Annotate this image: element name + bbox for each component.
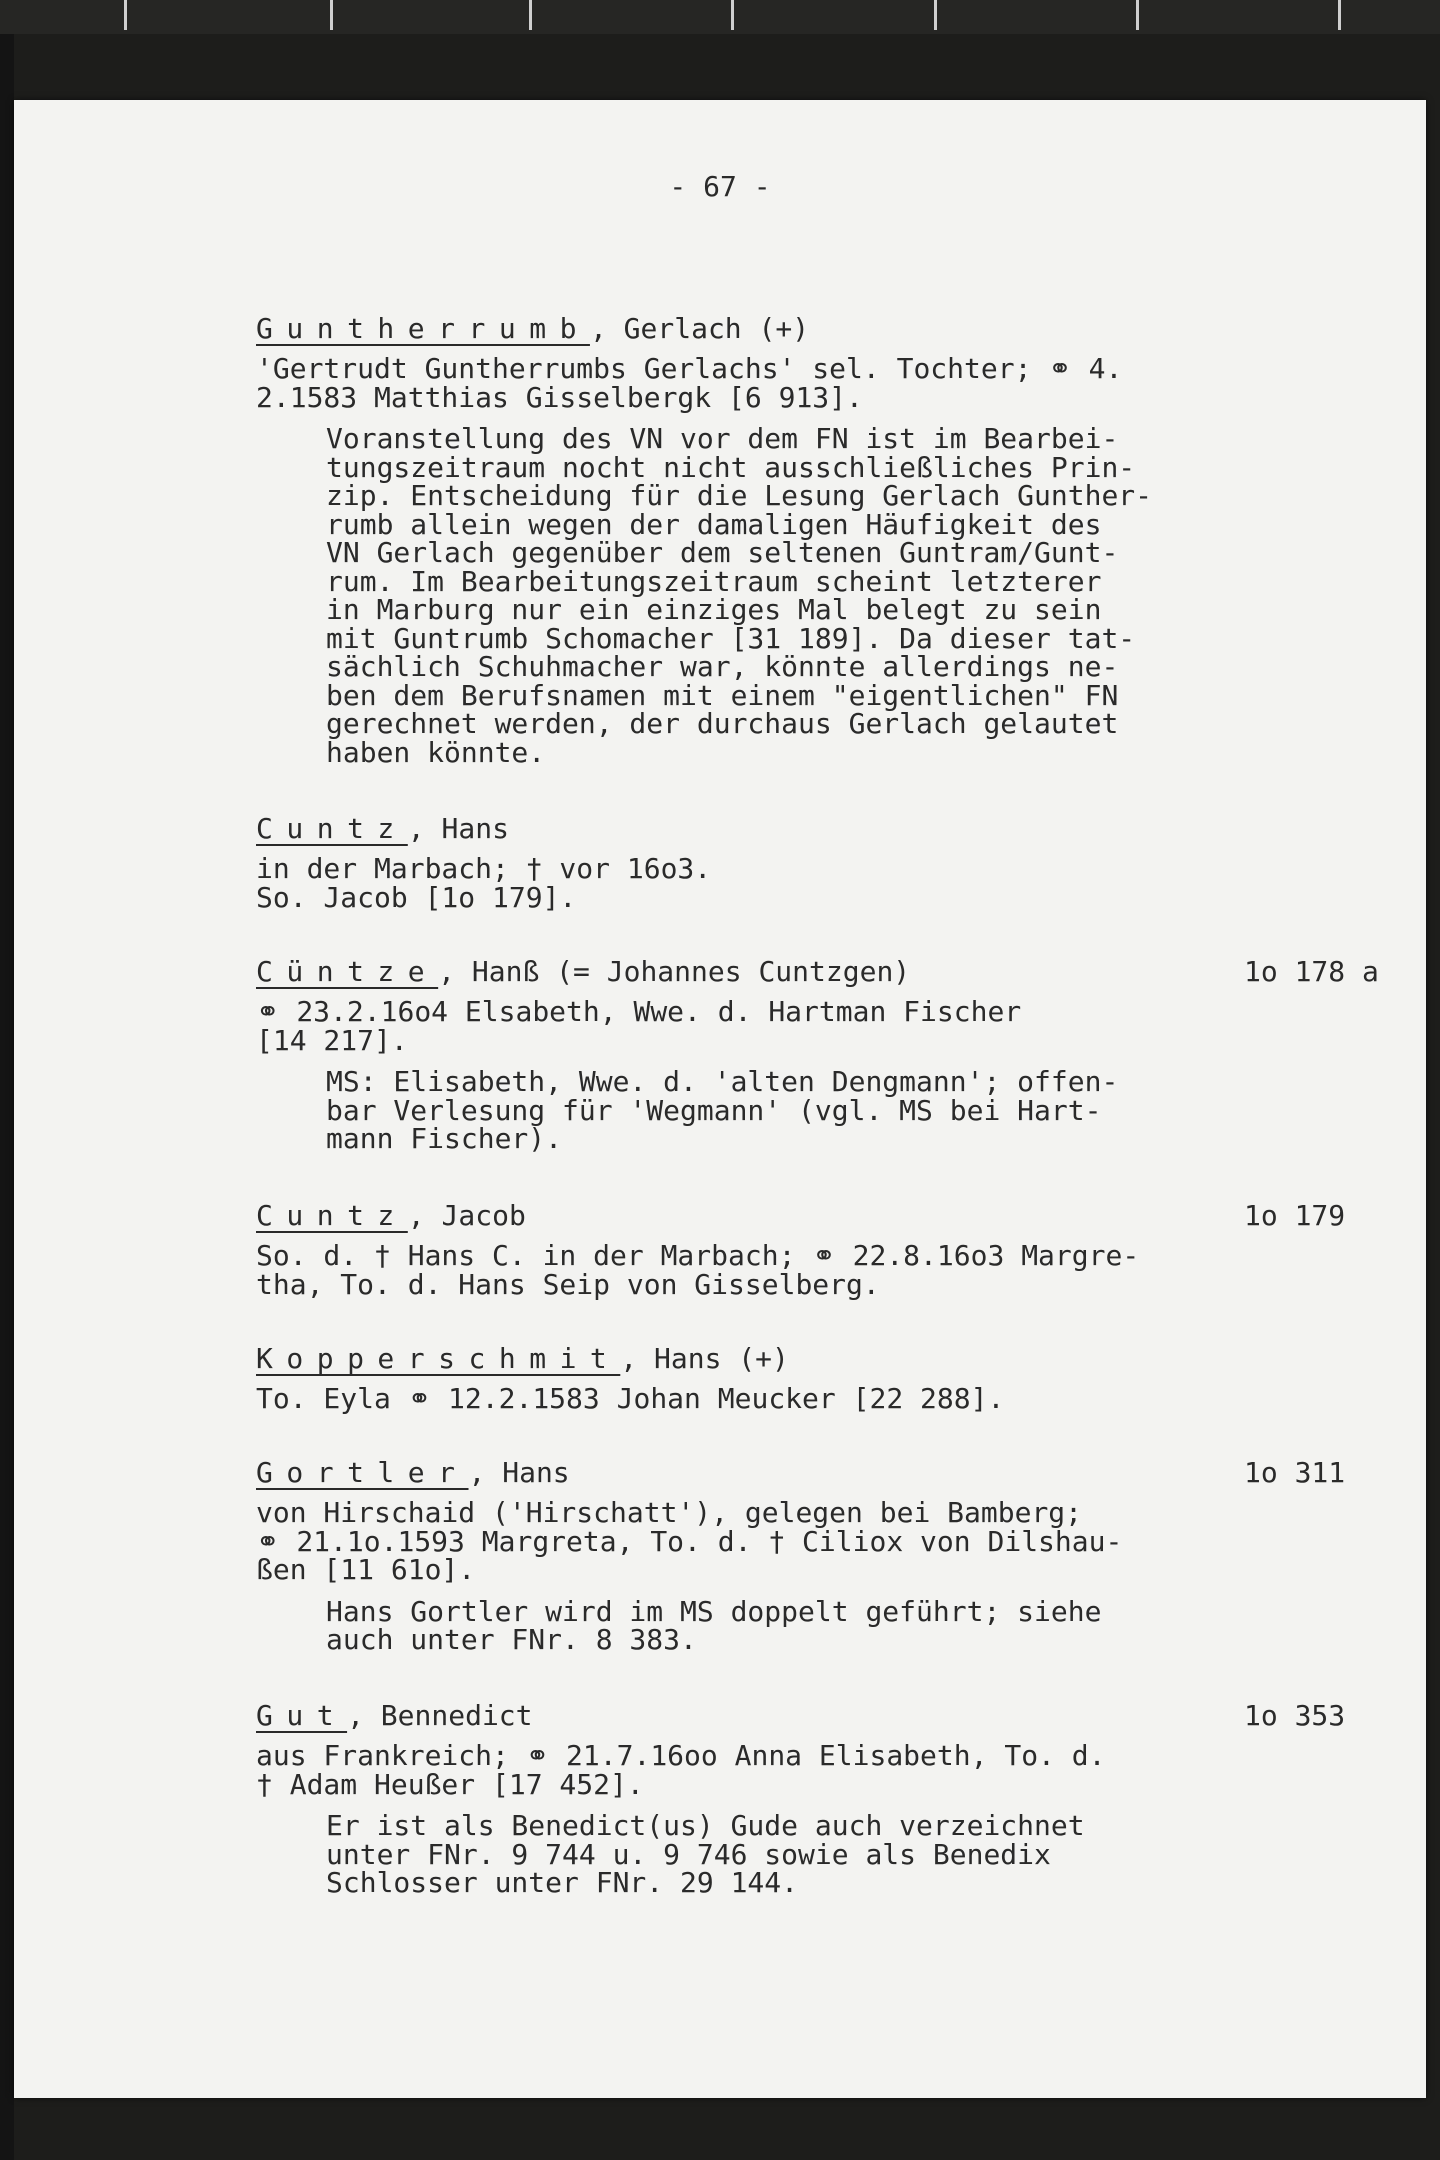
film-tick: [1338, 0, 1341, 30]
entry-surname: Cuntz: [256, 812, 408, 845]
entry-line: ßen [11 61o].: [256, 1553, 476, 1586]
film-tick: [731, 0, 734, 30]
entry-surname: Cüntze: [256, 955, 439, 988]
entry-guntherrumb: [256, 309, 1396, 767]
note-line: Er ist als Benedict(us) Gude auch verzeichnet: [326, 1809, 1085, 1842]
entry-line: So. Jacob [1o 179].: [256, 880, 577, 914]
film-tick: [1136, 0, 1139, 30]
note-line: MS: Elisabeth, Wwe. d. 'alten Dengmann'; offen-: [326, 1065, 1119, 1098]
entry-note: [326, 1065, 1396, 1155]
entry-line: [14 217].: [256, 1023, 408, 1057]
entry-line: So. d. † Hans C. in der Marbach; ⚭ 22.8.16o3 Margre-: [256, 1239, 1140, 1272]
entry-body: [256, 352, 1396, 414]
note-line: Hans Gortler wird im MS doppelt geführt; siehe: [326, 1594, 1102, 1628]
entry-given-name: , Hans: [468, 1456, 570, 1489]
film-tick: [124, 0, 127, 30]
entry-headline: [256, 1453, 1396, 1493]
note-line: rum. Im Bearbeitungszeitraum scheint letzterer: [326, 564, 1102, 598]
entry-given-name: , Jacob: [407, 1199, 526, 1232]
entry-note: [326, 1809, 1396, 1899]
note-line: mit Guntrumb Schomacher [31 189]. Da dieser tat-: [326, 621, 1136, 655]
entry-surname: Gut: [256, 1699, 348, 1732]
entry-headline: [256, 1196, 1396, 1236]
page-number: - 67 -: [669, 170, 771, 203]
entry-given-name: , Hanß (= Johannes Cuntzgen): [438, 955, 911, 988]
entry-surname: Guntherrumb: [256, 312, 590, 345]
entry-line: von Hirschaid ('Hirschatt'), gelegen bei Bamberg;: [256, 1496, 1083, 1529]
note-line: rumb allein wegen der damaligen Häufigkeit des: [326, 507, 1102, 541]
entry-note: [326, 422, 1396, 769]
entry-headline: [256, 309, 1396, 349]
entry-cuntz-hans: [256, 809, 1396, 912]
entry-cuntz-jacob: [256, 1196, 1396, 1299]
entry-line: 'Gertrudt Guntherrumbs Gerlachs' sel. Tochter; ⚭ 4.: [256, 352, 1123, 385]
film-tick: [529, 0, 532, 30]
note-line: gerechnet werden, der durchaus Gerlach gelautet: [326, 707, 1119, 740]
entry-line: To. Eyla ⚭ 12.2.1583 Johan Meucker [22 288].: [256, 1382, 1005, 1415]
entry-reference-number: 1o 178 a: [1244, 955, 1379, 988]
entry-body: [256, 995, 1396, 1057]
entry-gortler: [256, 1453, 1396, 1655]
entry-body: [256, 852, 1396, 914]
entry-body: [256, 1382, 1396, 1415]
entry-reference-number: 1o 179: [1244, 1199, 1346, 1232]
entry-reference-number: 1o 311: [1244, 1456, 1346, 1489]
entry-body: [256, 1739, 1396, 1801]
note-line: auch unter FNr. 8 383.: [326, 1623, 697, 1656]
film-strip-top: [0, 0, 1440, 34]
entry-line: 2.1583 Matthias Gisselbergk [6 913].: [256, 380, 863, 414]
scan-edge: [0, 34, 14, 2160]
entry-note: [326, 1594, 1396, 1656]
note-line: Voranstellung des VN vor dem FN ist im Bearbei-: [326, 422, 1119, 455]
note-line: tungszeitraum nocht nicht ausschließliches Prin-: [326, 450, 1136, 484]
entry-given-name: , Hans: [407, 812, 509, 845]
note-line: unter FNr. 9 744 u. 9 746 sowie als Benedix: [326, 1837, 1051, 1871]
note-line: zip. Entscheidung für die Lesung Gerlach Gunther-: [326, 479, 1153, 512]
entry-body: [256, 1239, 1396, 1301]
note-line: mann Fischer).: [326, 1122, 563, 1155]
entry-line: in der Marbach; † vor 16o3.: [256, 852, 712, 885]
entry-headline: [256, 1339, 1396, 1379]
note-line: in Marburg nur ein einziges Mal belegt zu sein: [326, 593, 1102, 626]
note-line: VN Gerlach gegenüber dem seltenen Guntram/Gunt-: [326, 536, 1119, 569]
entry-line: † Adam Heußer [17 452].: [256, 1767, 644, 1801]
entry-surname: Kopperschmit: [256, 1342, 621, 1375]
entry-headline: [256, 809, 1396, 849]
entry-headline: [256, 952, 1396, 992]
note-line: sächlich Schuhmacher war, könnte allerdings ne-: [326, 650, 1119, 683]
document-page: [14, 100, 1426, 2098]
entry-body: [256, 1496, 1396, 1586]
note-line: Schlosser unter FNr. 29 144.: [326, 1866, 799, 1899]
note-line: ben dem Berufsnamen mit einem "eigentlichen" FN: [326, 678, 1119, 712]
entry-given-name: , Hans (+): [620, 1342, 789, 1375]
entry-line: ⚭ 21.1o.1593 Margreta, To. d. † Ciliox von Dilshau-: [256, 1524, 1123, 1558]
film-tick: [934, 0, 937, 30]
entry-line: tha, To. d. Hans Seip von Gisselberg.: [256, 1267, 880, 1301]
entry-reference-number: 1o 353: [1244, 1699, 1346, 1732]
entry-given-name: , Gerlach (+): [589, 312, 810, 345]
entry-cuentze-hanss: [256, 952, 1396, 1154]
note-line: bar Verlesung für 'Wegmann' (vgl. MS bei Hart-: [326, 1093, 1102, 1127]
film-tick: [330, 0, 333, 30]
entry-surname: Cuntz: [256, 1199, 408, 1232]
entry-given-name: , Bennedict: [347, 1699, 533, 1732]
entry-surname: Gortler: [256, 1456, 469, 1489]
entry-line: aus Frankreich; ⚭ 21.7.16oo Anna Elisabeth, To. d.: [256, 1739, 1106, 1772]
entry-headline: [256, 1696, 1396, 1736]
entry-line: ⚭ 23.2.16o4 Elsabeth, Wwe. d. Hartman Fischer: [256, 995, 1022, 1028]
note-line: haben könnte.: [326, 735, 546, 769]
entry-gut: [256, 1696, 1396, 1898]
entry-kopperschmit: [256, 1339, 1396, 1414]
